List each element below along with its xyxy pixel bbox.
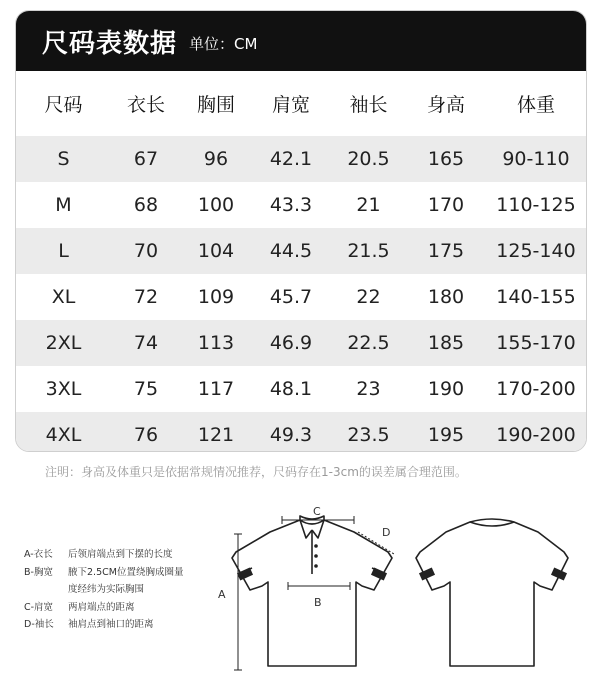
legend-key: D-袖长 [24,619,54,630]
column-header: 胸围 [196,94,235,116]
table-row [16,320,586,366]
table-cell: 76 [133,424,159,446]
legend-key: A-衣长 [24,549,53,560]
table-row [16,274,586,320]
placket-button [314,544,318,548]
legend-description: 两肩端点的距离 [68,601,135,613]
size-chart-card [15,10,587,452]
table-cell: 185 [427,332,465,354]
table-cell: 180 [427,286,465,308]
table-cell: 110-125 [496,194,576,216]
column-header: 肩宽 [271,94,310,116]
table-cell: 20.5 [347,148,390,170]
table-cell: 90-110 [502,148,570,170]
table-cell: 46.9 [269,332,313,354]
label-d: D [382,526,391,539]
right-cuff-band [371,567,387,580]
table-row [16,182,586,228]
table-cell: 68 [133,194,159,216]
legend-description: 袖肩点到袖口的距离 [68,619,154,630]
table-cell: 22.5 [347,332,390,354]
table-cell: XL [51,286,76,308]
column-header: 袖长 [349,94,388,116]
table-header-row [16,71,586,136]
back-right-cuff-band [551,567,567,580]
table-cell: 42.1 [269,148,313,170]
table-cell: 2XL [45,332,82,354]
table-cell: 74 [133,332,159,354]
legend-description: 度经纬为实际胸围 [68,584,145,595]
table-cell: 195 [427,424,465,446]
legend-description: 腋下2.5CM位置绕胸成圈量 [68,566,184,578]
table-cell: 155-170 [496,332,576,354]
unit-label: 单位：CM [189,34,258,53]
footnote: 注明：身高及体重只是依据常规情况推荐，尺码存在1-3cm的误差属合理范围。 [45,465,467,479]
table-cell: 109 [197,286,235,308]
size-chart-header [16,11,586,71]
shirt-diagram [0,490,600,694]
table-cell: 45.7 [269,286,313,308]
table-cell: 23 [356,378,381,400]
table-row [16,412,586,452]
table-row [16,366,586,412]
label-c: C [313,505,321,518]
table-cell: 96 [203,148,229,170]
table-cell: 22 [356,286,381,308]
legend-key: C-肩宽 [24,601,54,613]
label-a: A [218,588,226,601]
table-row [16,228,586,274]
placket-button [314,564,318,568]
table-cell: 125-140 [496,240,576,262]
column-header: 衣长 [126,94,165,116]
table-cell: 21.5 [347,240,390,262]
table-cell: 104 [197,240,235,262]
size-table [16,71,586,452]
table-cell: 121 [197,424,235,446]
column-header: 体重 [516,94,555,116]
left-cuff-band [237,567,253,580]
table-cell: 175 [427,240,465,262]
back-shirt-outline [416,522,568,666]
table-cell: 48.1 [269,378,313,400]
back-shirt-illustration [416,519,568,666]
table-cell: 44.5 [269,240,313,262]
table-cell: 170 [427,194,465,216]
table-cell: 100 [197,194,235,216]
table-cell: 140-155 [496,286,576,308]
front-shirt-illustration [232,516,392,666]
table-cell: 23.5 [347,424,390,446]
table-cell: 72 [133,286,159,308]
table-cell: 75 [133,378,159,400]
table-cell: 4XL [45,424,82,446]
table-row [16,136,586,182]
table-cell: M [55,194,72,216]
table-cell: 117 [197,378,235,400]
table-cell: 190 [427,378,465,400]
table-cell: S [57,148,70,170]
column-header: 身高 [426,94,465,116]
table-cell: 67 [133,148,159,170]
column-header: 尺码 [44,94,83,116]
placket-button [314,554,318,558]
table-cell: 170-200 [496,378,576,400]
table-cell: 43.3 [269,194,313,216]
table-cell: 165 [427,148,465,170]
table-cell: 3XL [45,378,82,400]
table-cell: 70 [133,240,159,262]
table-cell: 49.3 [269,424,313,446]
legend-description: 后领肩端点到下摆的长度 [68,549,173,560]
table-cell: 190-200 [496,424,576,446]
legend-key: B-胸宽 [24,566,53,578]
table-cell: 113 [197,332,235,354]
label-b: B [314,596,322,609]
page-title: 尺码表数据 [42,28,178,59]
table-cell: 21 [356,194,381,216]
back-collar [470,519,514,522]
table-cell: L [58,240,69,262]
